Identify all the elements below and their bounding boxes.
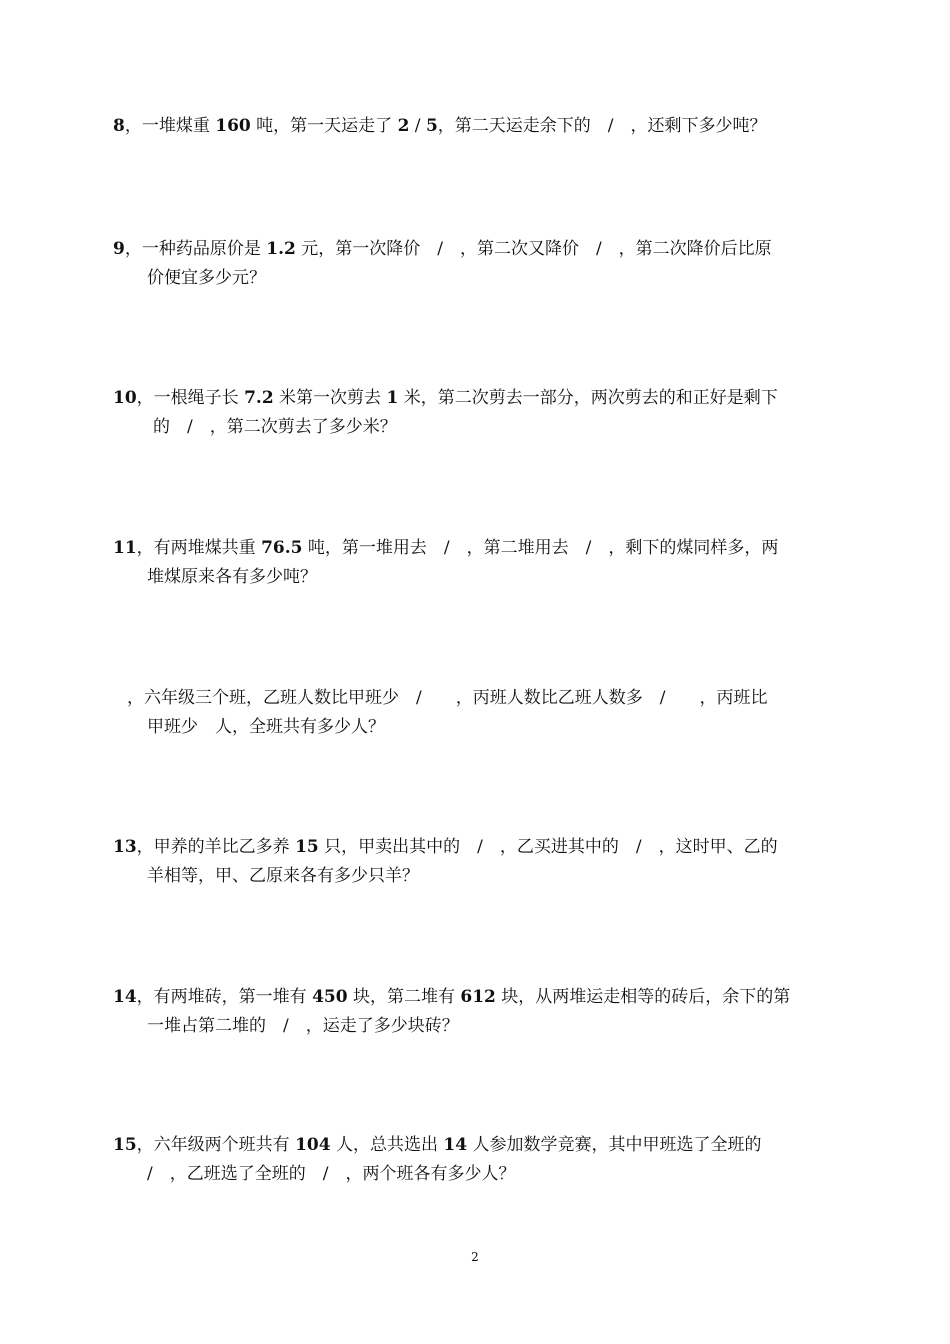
problem-number: 10 (113, 388, 137, 408)
numeric-value: 612 (460, 987, 496, 1007)
problem-number: 14 (113, 987, 137, 1007)
numeric-value: 104 (295, 1135, 331, 1155)
problem-number: 9 (113, 239, 125, 259)
problem-14 (113, 983, 841, 1041)
problem-text: ，一种药品原价是 1.2 元，第一次降价 / ，第二次又降价 / ，第二次降价后比原 (124, 239, 772, 259)
problem-15 (113, 1131, 841, 1189)
problem-line (113, 112, 841, 141)
problem-continuation: 羊相等，甲、乙原来各有多少只羊？ (147, 866, 419, 886)
problem-line (113, 534, 841, 563)
problem-continuation: 一堆占第二堆的 / ，运走了多少块砖？ (147, 1016, 459, 1036)
problem-text: ，有两堆砖，第一堆有 450 块，第二堆有 612 块，从两堆运走相等的砖后，余下的第 (136, 987, 791, 1007)
problem-continuation: 堆煤原来各有多少吨？ (147, 567, 317, 587)
numeric-value: 450 (312, 987, 348, 1007)
problem-line (113, 1131, 841, 1160)
problem-12 (127, 684, 841, 742)
problem-9 (113, 235, 841, 293)
numeric-value: 1 (386, 388, 399, 408)
numeric-value: 76.5 (261, 538, 303, 558)
numeric-value: 7.2 (244, 388, 274, 408)
problem-line (127, 684, 841, 713)
problem-11 (113, 534, 841, 592)
page-number: 2 (471, 1250, 479, 1264)
problem-text: ，有两堆煤共重 76.5 吨，第一堆用去 / ，第二堆用去 / ，剩下的煤同样多，两 (136, 538, 779, 558)
problem-text: ，一堆煤重 160 吨，第一天运走了 2 / 5，第二天运走余下的 / ，还剩下多少吨？ (124, 116, 767, 136)
problem-13 (113, 833, 841, 891)
problem-number: 11 (113, 538, 137, 558)
numeric-value: 14 (443, 1135, 468, 1155)
problem-text: ，甲养的羊比乙多养 15 只，甲卖出其中的 / ，乙买进其中的 / ，这时甲、乙的 (136, 837, 778, 857)
problem-number: 13 (113, 837, 137, 857)
problem-continuation: 甲班少 人，全班共有多少人？ (147, 717, 385, 737)
numeric-value: 2 (397, 116, 410, 136)
problem-10 (113, 384, 841, 442)
problem-line (113, 384, 841, 413)
numeric-value: 5 (425, 116, 438, 136)
problem-continuation: / ，乙班选了全班的 / ，两个班各有多少人？ (147, 1164, 516, 1184)
problem-text: ，一根绳子长 7.2 米第一次剪去 1 米，第二次剪去一部分，两次剪去的和正好是剩下 (136, 388, 778, 408)
problem-line (113, 983, 841, 1012)
problem-number: 8 (113, 116, 125, 136)
problem-continuation: 的 / ，第二次剪去了多少米？ (153, 417, 397, 437)
numeric-value: 1.2 (266, 239, 296, 259)
problem-number: 15 (113, 1135, 137, 1155)
problem-line (113, 833, 841, 862)
problem-text: ，六年级两个班共有 104 人，总共选出 14 人参加数学竞赛，其中甲班选了全班的 (136, 1135, 762, 1155)
problem-line (113, 235, 841, 264)
numeric-value: 160 (215, 116, 251, 136)
problem-text: ，六年级三个班，乙班人数比甲班少 / ，丙班人数比乙班人数多 / ，丙班比 (127, 688, 768, 708)
problem-continuation: 价便宜多少元？ (147, 268, 266, 288)
numeric-value: 15 (295, 837, 319, 857)
problem-8 (113, 112, 841, 141)
